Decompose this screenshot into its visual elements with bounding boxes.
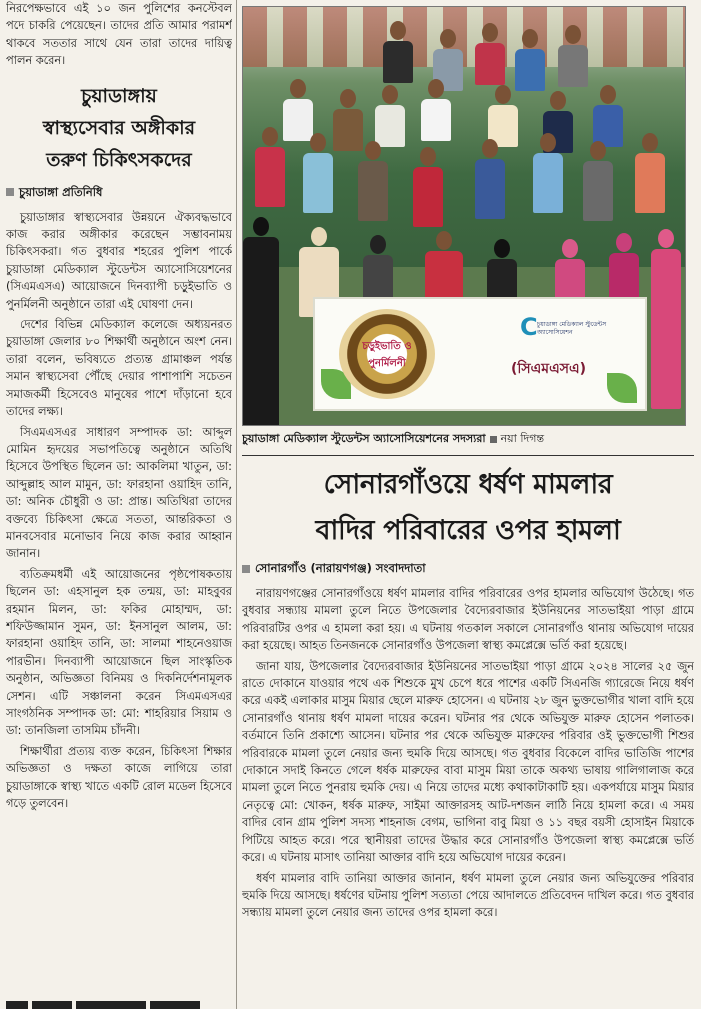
person-figure bbox=[243, 217, 279, 426]
person-figure bbox=[533, 133, 563, 213]
article-paragraph: নারায়ণগঞ্জের সোনারগাঁওয়ে ধর্ষণ মামলার বাদির পরিবারের ওপর হামলার অভিযোগ উঠেছে। গত বুধবার সন্ধ্যায় মামলা তুলে নিতে উপজেলার বৈদ্যেরবাজার ইউনিয়নের সাতভাইয়া পাড়া গ্রামে পরিবারটির ওপর এ হামলা করা হয়। এ ঘটনায় গতকাল সকালে সোনারগাঁও থানায় অভিযোগ দায়ের করা হয়েছে। আহত তিনজনকে সোনারগাঁও উপজেলা স্বাস্থ্য কমপ্লেক্সে ভর্তি করা হয়েছে। bbox=[242, 587, 694, 653]
left-column bbox=[6, 0, 232, 1009]
article-paragraph: ব্যতিক্রমধর্মী এই আয়োজনের পৃষ্ঠপোষকতায় ছিলেন ডা: এহসানুল হক তন্ময়, ডা: মাহবুবর রহমান মিলন, ডা: ফকির মোহাম্মদ, ডা: শফিউজ্জামান সুমন, ডা: ইনসানুল আলম, ডা: ফারহানা ওয়াহিদ তানি, ডা: সালমা শাহনেওয়াজ পারভীন। দিনব্যাপী আয়োজনে ছিল সাংস্কৃতিক অনুষ্ঠান, অভিজ্ঞতা বিনিময় ও দিকনির্দেশনামূলক সেশন। এটি সঞ্চালনা করেন সিএমএসএর সাংগঠনিক সম্পাদক ডা: মো: শাহরিয়ার সিয়াম ও ডা: তানজিলা তাসমিম চাঁদনী। bbox=[6, 567, 232, 738]
headline-line: সোনারগাঁওয়ে ধর্ষণ মামলার bbox=[323, 469, 613, 500]
person-figure bbox=[413, 147, 443, 227]
person-figure bbox=[475, 23, 505, 85]
byline bbox=[6, 184, 232, 203]
continued-paragraph: নিরপেক্ষভাবে এই ১০ জন পুলিশের কনস্টেবল পদে চাকরি পেয়েছেন। তাদের প্রতি আমার পরামর্শ থাকবে সততার সাথে যেন তারা তাদের দায়িত্ব পালন করেন। bbox=[6, 2, 232, 68]
square-bullet-icon bbox=[6, 188, 14, 196]
photo-caption bbox=[242, 431, 694, 447]
person-figure bbox=[421, 79, 451, 141]
byline bbox=[242, 560, 694, 579]
background-building bbox=[243, 7, 685, 67]
person-figure bbox=[255, 127, 285, 207]
byline-text: চুয়াডাঙ্গা প্রতিনিধি bbox=[19, 184, 103, 199]
person-figure bbox=[383, 21, 413, 83]
article-paragraph: শিক্ষার্থীরা প্রত্যয় ব্যক্ত করেন, চিকিৎসা শিক্ষার অভিজ্ঞতা ও দক্ষতা কাজে লাগিয়ে তারা চুয়াডাঙ্গাকে স্বাস্থ্য খাতে একটি রোল মডেল হিসেবে গড়ে তুলবেন। bbox=[6, 744, 232, 811]
right-column bbox=[242, 0, 694, 1009]
person-figure bbox=[651, 229, 681, 409]
person-figure bbox=[583, 141, 613, 221]
person-figure bbox=[303, 133, 333, 213]
article-paragraph: ধর্ষণ মামলার বাদি তানিয়া আক্তার জানান, ধর্ষণ মামলা তুলে নেয়ার জন্য অভিযুক্তের পরিবার হুমকি দিয়ে আসছে। ধর্ষণের ঘটনায় পুলিশ সত্যতা পেয়ে আদালতে প্রতিবেদন দাখিল করে। গত বুধবার সন্ধ্যায় মামলা তুলে নেয়ার জন্য তাদের ওপর হামলা করে। bbox=[242, 871, 694, 920]
square-bullet-icon bbox=[242, 565, 250, 573]
square-separator-icon bbox=[490, 436, 497, 443]
article-paragraph: চুয়াডাঙ্গার স্বাস্থ্যসেবার উন্নয়নে ঐক্যবদ্ধভাবে কাজ করার অঙ্গীকার করেছেন সম্ভাবনাময় চিকিৎসকরা। গত বুধবার শহরের পুলিশ পার্কে চুয়াডাঙ্গা মেডিক্যাল স্টুডেন্টস অ্যাসোসিয়েশনের (সিএমএসএ) আয়োজনে দিনব্যাপী চড়ুইভাতি ও পুনর্মিলনী অনুষ্ঠানে তারা এই ঘোষণা দেন। bbox=[6, 210, 232, 311]
headline-line: তরুণ চিকিৎসকদের bbox=[46, 148, 192, 171]
article-paragraph: দেশের বিভিন্ন মেডিক্যাল কলেজে অধ্যয়নরত চুয়াডাঙ্গা জেলার ৮০ শিক্ষার্থী অনুষ্ঠানে অংশ নেন। তারা বলেন, ভবিষ্যতে প্রত্যন্ত গ্রামাঞ্চল পর্যন্ত সমান স্বাস্থ্যসেবা পৌঁছে দেয়ার পাশাপাশি সচেতন সমাজকর্মী হিসেবেও মানুষের পাশে দাঁড়ানো হবে তাদের লক্ষ্য। bbox=[6, 318, 232, 419]
person-figure bbox=[593, 85, 623, 147]
emblem-text: চড়ুইভাতি ও পুনর্মিলনী bbox=[362, 341, 412, 369]
person-figure bbox=[488, 85, 518, 147]
person-figure bbox=[358, 141, 388, 221]
person-figure bbox=[635, 133, 665, 213]
article-headline bbox=[242, 462, 694, 554]
banner-org-name: চুয়াডাঙ্গা মেডিক্যাল স্টুডেন্টস অ্যাসোসিয়েশন bbox=[537, 321, 607, 336]
person-figure bbox=[375, 85, 405, 147]
person-figure bbox=[475, 139, 505, 219]
section-rule bbox=[242, 455, 694, 456]
cut-off-next-headline bbox=[6, 995, 232, 1009]
column-divider bbox=[236, 0, 237, 1009]
headline-line: বাদির পরিবারের ওপর হামলা bbox=[315, 515, 621, 546]
article-paragraph: জানা যায়, উপজেলার বৈদ্যেরবাজার ইউনিয়নের সাতভাইয়া পাড়া গ্রামে ২০২৪ সালের ২৫ জুন রাতে দোকানে যাওয়ার পথে এক শিশুকে মুখ চেপে ধরে পাশের একটি সিএনজি গ্যারেজে নিয়ে ধর্ষণ করে একই এলাকার মাসুম মিয়ার ছেলে মারুফ হোসেন। এ ঘটনায় ২৮ জুন ভুক্তভোগীর খালা বাদি হয়ে সোনারগাঁও থানায় ধর্ষণ মামলা দায়ের করেন। ঘটনার পর থেকে অভিযুক্ত মারুফ হোসেন পলাতক। বর্তমানে তিনি প্রকাশ্যে আসেন। ঘটনার পর থেকে অভিযুক্ত মারুফের পরিবার ওই ভুক্তভোগী শিশুর পরিবারকে মামলা তুলে নেয়ার জন্য হুমকি দিয়ে আসছে। গত বুধবার বিকেলে বাদির ভাতিজি পাশের দোকানে সদাই কিনতে গেলে ধর্ষক মারুফের বাবা মাসুম মিয়া তাকে অকথ্য ভাষায় গালিগালাজ করে মামলা তুলে নিতে পুনরায় হুমকি দেয়। এ নিয়ে তাদের মধ্যে কথাকাটাকাটি হয়। একপর্যায়ে মাসুম মিয়ার নেতৃত্বে মো: খোকন, ধর্ষক মারুফ, সাইমা আক্তারসহ আট-দশজন লাঠি নিয়ে হামলা করে। এ সময় বাদির বোন গ্রাম পুলিশ সদস্য শাহনাজ বেগম, ভাগিনা বাবু মিয়া ও ১১ বছর বয়সী হোসাইন মিয়াকে পিটিয়ে আহত করে। পরে স্থানীয়রা তাদের উদ্ধার করে সোনারগাঁও উপজেলা স্বাস্থ্য কমপ্লেক্সে ভর্তি করে। এ ঘটনায় মাসাৎ তানিয়া আক্তার বাদি হয়ে অভিযোগ দায়ের করেন। bbox=[242, 659, 694, 865]
person-figure bbox=[283, 79, 313, 141]
group-photo bbox=[242, 6, 686, 426]
association-logo-icon: C bbox=[520, 313, 538, 341]
byline-text: সোনারগাঁও (নারায়ণগঞ্জ) সংবাদদাতা bbox=[255, 561, 426, 575]
caption-text: চুয়াডাঙ্গা মেডিক্যাল স্টুডেন্টস অ্যাসোসিয়েশনের সদস্যরা bbox=[242, 432, 486, 445]
article-paragraph: সিএমএসএর সাধারণ সম্পাদক ডা: আব্দুল মোমিন হৃদয়ের সভাপতিত্বে অনুষ্ঠানে অতিথি হিসেবে উপস্থিত ছিলেন ডা: আকলিমা খাতুন, ডা: আব্দুল্লাহ আল মামুন, ডা: ফারহানা ওয়াহিদ তানি, ডা: অনিক চৌধুরী ও ডা: প্রান্ত। অতিথিরা তাদের বক্তব্যে চিকিৎসা ক্ষেত্রে সততা, আন্তরিকতা ও মানবসেবার মনোভাব নিয়ে কাজ করার আহ্বান জানান। bbox=[6, 425, 232, 561]
headline-line: স্বাস্থ্যসেবার অঙ্গীকার bbox=[42, 116, 196, 139]
event-banner bbox=[313, 297, 647, 411]
caption-source: নয়া দিগন্ত bbox=[500, 432, 545, 445]
headline-line: চুয়াডাঙ্গায় bbox=[81, 84, 157, 107]
banner-org-abbr: (সিএমএসএ) bbox=[511, 361, 587, 377]
person-figure bbox=[515, 29, 545, 91]
person-figure bbox=[558, 25, 588, 87]
article-headline bbox=[6, 80, 232, 176]
leaf-icon bbox=[607, 373, 637, 403]
